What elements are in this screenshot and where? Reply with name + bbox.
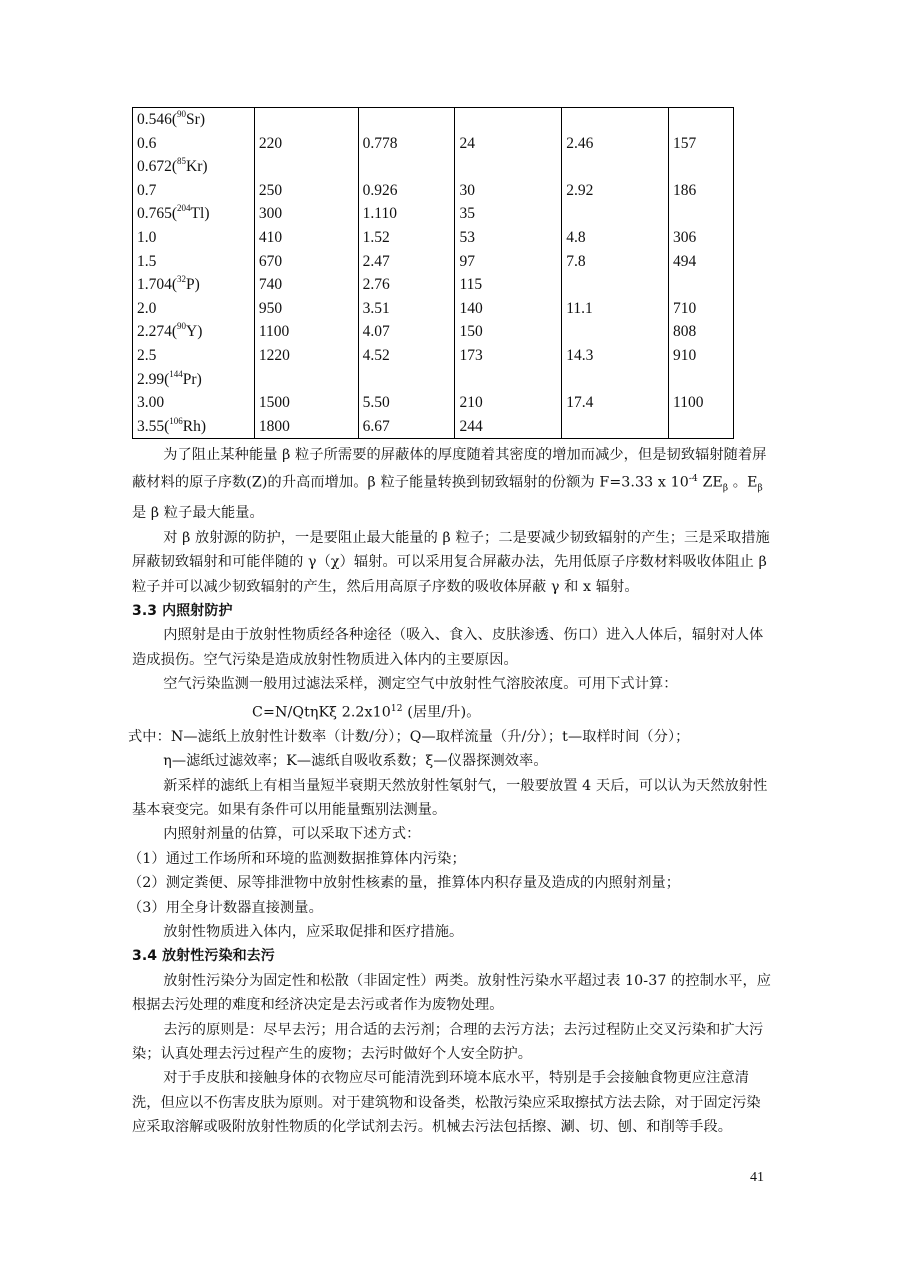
table-cell: 2.46 bbox=[562, 132, 669, 156]
table-row bbox=[133, 226, 734, 250]
table-cell bbox=[254, 108, 358, 132]
table-cell: 3.51 bbox=[358, 297, 455, 321]
table-cell: 4.07 bbox=[358, 320, 455, 344]
table-cell bbox=[358, 155, 455, 179]
table-cell: 220 bbox=[254, 132, 358, 156]
energy-table bbox=[132, 107, 734, 439]
body-text bbox=[128, 443, 772, 1140]
energy-cell: 1.704($^{32}$P) bbox=[137, 274, 200, 294]
table-cell: 300 bbox=[254, 202, 358, 226]
table-cell: 7.8 bbox=[562, 250, 669, 274]
paragraph: 对 β 放射源的防护，一是要阻止最大能量的 β 粒子；二是要减少韧致辐射的产生；三是采取措施屏蔽韧致辐射和可能伴随的 γ（χ）辐射。可以采用复合屏蔽办法，先用低原子序数材料吸收体阻止 β 粒子并可以减少韧致辐射的产生，然后用高原子序数的吸收体屏蔽 γ 和 x 辐射。 bbox=[132, 529, 770, 595]
table-cell bbox=[669, 108, 734, 132]
table-cell: 244 bbox=[455, 415, 562, 439]
list-item: （1）通过工作场所和环境的监测数据推算体内污染； bbox=[128, 850, 466, 867]
table-cell: 6.67 bbox=[358, 415, 455, 439]
table-cell bbox=[669, 368, 734, 392]
energy-cell: 3.55($^{106}$Rh) bbox=[137, 415, 207, 435]
table-cell bbox=[669, 415, 734, 439]
table-cell bbox=[669, 202, 734, 226]
table-cell: 306 bbox=[669, 226, 734, 250]
table-row bbox=[133, 155, 734, 179]
energy-cell: 0.672($^{85}$Kr) bbox=[137, 156, 208, 176]
table-cell bbox=[562, 368, 669, 392]
table-cell bbox=[254, 368, 358, 392]
table-cell bbox=[358, 368, 455, 392]
table-cell: 14.3 bbox=[562, 344, 669, 368]
table-cell: 35 bbox=[455, 202, 562, 226]
energy-cell: 0.6 bbox=[137, 134, 157, 152]
paragraph: 对于手皮肤和接触身体的衣物应尽可能清洗到环境本底水平，特别是手会接触食物更应注意清洗，但应以不伤害皮肤为原则。对于建筑物和设备类，松散污染应采取擦拭方法去除，对于固定污染应采取溶解或吸附放射性物质的化学试剂去污。机械去污法包括擦、涮、切、刨、和削等手段。 bbox=[132, 1070, 761, 1136]
table-cell: 11.1 bbox=[562, 297, 669, 321]
table-cell: 2.92 bbox=[562, 179, 669, 203]
paragraph: 新采样的滤纸上有相当量短半衰期天然放射性氡射气，一般要放置 4 天后，可以认为天然放射性基本衰变完。如果有条件可以用能量甄别法测量。 bbox=[132, 777, 768, 818]
energy-cell: 2.99($^{144}$Pr) bbox=[137, 368, 202, 388]
table-cell: 0.926 bbox=[358, 179, 455, 203]
table-cell: 250 bbox=[254, 179, 358, 203]
table-cell: 4.52 bbox=[358, 344, 455, 368]
paragraph: 放射性污染分为固定性和松散（非固定性）两类。放射性污染水平超过表 10-37 的控制水平，应根据去污处理的难度和经济决定是去污或者作为废物处理。 bbox=[132, 972, 772, 1014]
table-cell: 157 bbox=[669, 132, 734, 156]
table-cell bbox=[562, 415, 669, 439]
table-cell: 1.52 bbox=[358, 226, 455, 250]
table-row bbox=[133, 415, 734, 439]
paragraph: 空气污染监测一般用过滤法采样，测定空气中放射性气溶胶浓度。可用下式计算： bbox=[163, 676, 678, 693]
table-row bbox=[133, 391, 734, 415]
table-cell: 710 bbox=[669, 297, 734, 321]
table-cell: 2.76 bbox=[358, 273, 455, 297]
table-cell: 808 bbox=[669, 320, 734, 344]
table-cell bbox=[455, 368, 562, 392]
table-cell bbox=[669, 155, 734, 179]
table-cell: 97 bbox=[455, 250, 562, 274]
table-cell: 4.8 bbox=[562, 226, 669, 250]
table-cell bbox=[562, 202, 669, 226]
paragraph: 为了阻止某种能量 β 粒子所需要的屏蔽体的厚度随着其密度的增加而减少，但是韧致辐射随着屏蔽材料的原子序数(Z)的升高而增加。β 粒子能量转换到韧致辐射的份额为 F=3.33 x $10^{-4}$ $ZE_\beta$ 。$E_\beta$ 是 β 粒子最大能量。 bbox=[132, 447, 767, 522]
energy-cell: 0.765($^{204}$Tl) bbox=[137, 203, 210, 223]
table-cell: 410 bbox=[254, 226, 358, 250]
table-cell: 1100 bbox=[669, 391, 734, 415]
paragraph: 去污的原则是：尽早去污；用合适的去污剂；合理的去污方法；去污过程防止交叉污染和扩大污染；认真处理去污过程产生的废物；去污时做好个人安全防护。 bbox=[132, 1021, 764, 1063]
table-cell: 0.778 bbox=[358, 132, 455, 156]
energy-cell: 2.5 bbox=[137, 346, 157, 364]
table-row bbox=[133, 202, 734, 226]
table-cell: 30 bbox=[455, 179, 562, 203]
table-cell: 173 bbox=[455, 344, 562, 368]
paragraph: 放射性物质进入体内，应采取促排和医疗措施。 bbox=[163, 924, 464, 941]
table-cell: 670 bbox=[254, 250, 358, 274]
table-cell bbox=[254, 155, 358, 179]
table-cell: 24 bbox=[455, 132, 562, 156]
table-cell: 115 bbox=[455, 273, 562, 297]
energy-cell: 0.546($^{90}$Sr) bbox=[137, 109, 205, 128]
energy-cell: 1.5 bbox=[137, 252, 157, 270]
table-cell: 1500 bbox=[254, 391, 358, 415]
table-cell: 1800 bbox=[254, 415, 358, 439]
table-cell bbox=[562, 155, 669, 179]
table-row bbox=[133, 273, 734, 297]
energy-cell: 1.0 bbox=[137, 228, 157, 246]
table-cell: 2.47 bbox=[358, 250, 455, 274]
table-row bbox=[133, 250, 734, 274]
table-cell: 910 bbox=[669, 344, 734, 368]
table-cell: 17.4 bbox=[562, 391, 669, 415]
table-cell bbox=[358, 108, 455, 132]
table-row bbox=[133, 320, 734, 344]
table-row bbox=[133, 132, 734, 156]
table-cell: 150 bbox=[455, 320, 562, 344]
energy-cell: 0.7 bbox=[137, 181, 157, 199]
section-heading: 3.4 放射性污染和去污 bbox=[132, 948, 275, 965]
table-row bbox=[133, 344, 734, 368]
table-cell bbox=[455, 108, 562, 132]
table-cell bbox=[455, 155, 562, 179]
section-heading: 3.3 内照射防护 bbox=[132, 603, 233, 619]
table-cell: 1100 bbox=[254, 320, 358, 344]
table-cell: 53 bbox=[455, 226, 562, 250]
table-row bbox=[133, 368, 734, 392]
list-item: （3）用全身计数器直接测量。 bbox=[128, 899, 323, 916]
table-cell: 950 bbox=[254, 297, 358, 321]
table-cell: 494 bbox=[669, 250, 734, 274]
formula: C=N/QtηKξ $2.2x10^{12}$ (居里/升)。 bbox=[252, 703, 481, 721]
paragraph: 内照射剂量的估算，可以采取下述方式： bbox=[163, 826, 421, 843]
table-cell bbox=[562, 273, 669, 297]
table-cell bbox=[562, 320, 669, 344]
paragraph: 内照射是由于放射性物质经各种途径（吸入、食入、皮肤渗透、伤口）进入人体后，辐射对人体造成损伤。空气污染是造成放射性物质进入体内的主要原因。 bbox=[132, 627, 764, 668]
table-row bbox=[133, 297, 734, 321]
energy-cell: 3.00 bbox=[137, 394, 165, 412]
paragraph: η—滤纸过滤效率；K—滤纸自吸收系数；ξ—仪器探测效率。 bbox=[163, 753, 548, 770]
table-cell bbox=[669, 273, 734, 297]
table-cell: 210 bbox=[455, 391, 562, 415]
table-cell: 186 bbox=[669, 179, 734, 203]
page-number: 41 bbox=[750, 1170, 764, 1185]
table-cell: 740 bbox=[254, 273, 358, 297]
table-cell: 140 bbox=[455, 297, 562, 321]
table-row bbox=[133, 108, 734, 132]
table-cell: 5.50 bbox=[358, 391, 455, 415]
energy-cell: 2.274($^{90}$Y) bbox=[137, 321, 203, 341]
table-row bbox=[133, 179, 734, 203]
paragraph: 式中：N—滤纸上放射性计数率（计数/分）；Q—取样流量（升/分）；t—取样时间（分）； bbox=[128, 728, 690, 745]
energy-cell: 2.0 bbox=[137, 299, 157, 317]
table-cell bbox=[562, 108, 669, 132]
table-cell: 1.110 bbox=[358, 202, 455, 226]
list-item: （2）测定粪便、尿等排泄物中放射性核素的量，推算体内积存量及造成的内照射剂量； bbox=[128, 875, 681, 892]
table-cell: 1220 bbox=[254, 344, 358, 368]
